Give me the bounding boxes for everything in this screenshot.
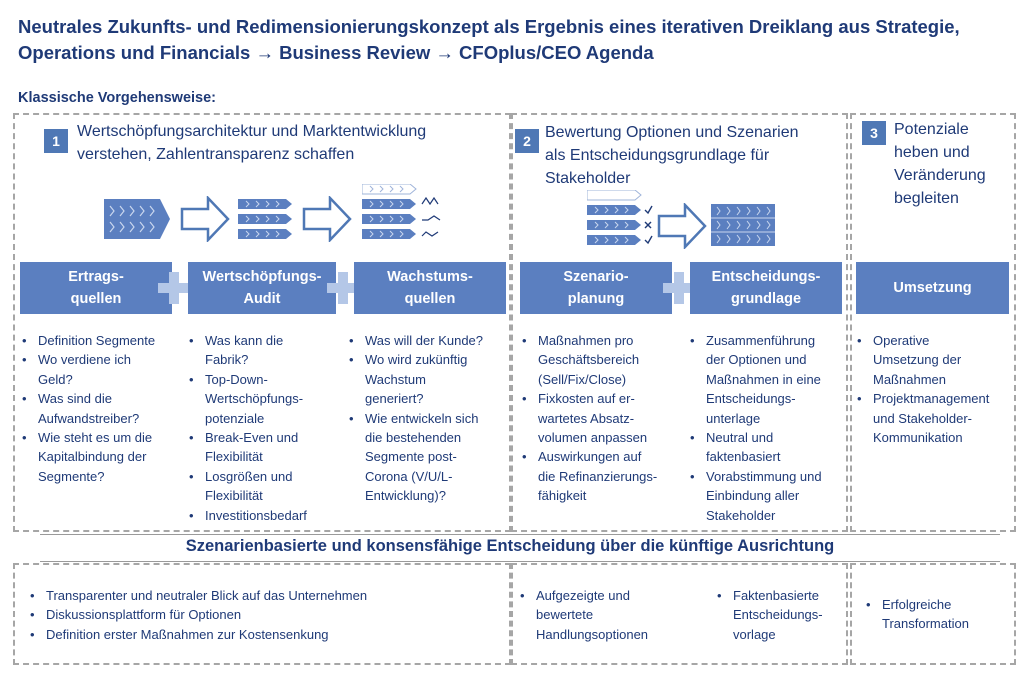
heading-line: begleiten	[894, 190, 959, 207]
outcomes-phase-2b	[717, 586, 847, 644]
list-line: Maßnahmen in eine	[706, 371, 821, 387]
heading-line: verstehen, Zahlentransparenz schaffen	[77, 146, 355, 163]
list-line: • Losgrößen und	[205, 468, 293, 484]
bullets-wertschoepfungs-audit	[189, 331, 339, 525]
list-line: • Erfolgreiche	[882, 597, 952, 612]
list-line: Maßnahmen	[873, 371, 946, 387]
banner-rule-bottom	[40, 561, 1000, 562]
list-line: • Investitionsbedarf	[205, 507, 307, 523]
decision-banner: Szenarienbasierte und konsensfähige Entscheidung über die künftige Ausrichtung	[185, 537, 835, 555]
list-line: bewertete	[536, 607, 594, 623]
outcomes-phase-1	[30, 586, 500, 644]
bullets-ertragsquellen	[22, 331, 182, 486]
list-line: vorlage	[733, 626, 776, 642]
list-item	[189, 370, 339, 428]
block-wertschoepfungs-audit	[188, 262, 336, 314]
list-line: Corona (V/U/L-	[365, 468, 453, 484]
list-item	[30, 625, 500, 644]
list-line: • Wie steht es um die	[38, 430, 153, 446]
list-line: Handlungsoptionen	[536, 626, 649, 642]
list-line: • Was sind die	[38, 391, 112, 407]
heading-line: Bewertung Optionen und Szenarien	[545, 124, 799, 141]
list-line: • Diskussionsplattform für Optionen	[46, 607, 242, 623]
block-line: Entscheidungs-	[711, 269, 821, 285]
list-line: Wachstum	[365, 371, 426, 387]
list-line: der Optionen und	[706, 352, 807, 368]
list-item	[866, 595, 1006, 634]
block-line: Audit	[243, 291, 281, 307]
list-item	[349, 331, 509, 350]
list-line: • Vorabstimmung und	[706, 468, 822, 484]
heading-line: Wertschöpfungsarchitektur und Marktentwicklung	[77, 123, 427, 140]
decision-stack-illustration	[711, 204, 775, 246]
list-item	[189, 506, 339, 525]
list-line: • Definition Segmente	[38, 333, 156, 348]
block-umsetzung	[856, 262, 1009, 314]
title-line-2: Operations und Financials → Business Review → CFOplus/CEO Agenda	[18, 42, 654, 63]
list-line: Kapitalbindung der	[38, 449, 147, 465]
list-line: • Top-Down-	[205, 371, 268, 387]
block-line: Wachstums-	[387, 269, 473, 285]
block-ertragsquellen	[20, 262, 172, 314]
list-line: Geschäftsbereich	[538, 352, 640, 368]
list-line: unterlage	[706, 410, 761, 426]
list-item	[522, 331, 687, 389]
phase-1-heading	[77, 120, 426, 166]
list-line: Stakeholder	[706, 507, 776, 523]
list-item	[189, 467, 339, 506]
list-line: Flexibilität	[205, 488, 263, 504]
list-line: • Definition erster Maßnahmen zur Kostensenkung	[46, 626, 329, 642]
block-entscheidungsgrundlage	[690, 262, 842, 314]
list-item	[857, 389, 1017, 447]
list-line: die bestehenden	[365, 430, 462, 446]
list-item	[690, 428, 848, 467]
list-line: Kommunikation	[873, 430, 963, 446]
list-line: Umsetzung der	[873, 352, 962, 368]
value-chain-illustration-1	[104, 199, 170, 239]
heading-line: Stakeholder	[545, 170, 631, 187]
list-line: • Break-Even und	[205, 430, 299, 446]
heading-line: Potenziale	[894, 121, 969, 138]
bullets-umsetzung	[857, 331, 1017, 447]
block-line: quellen	[70, 291, 122, 307]
heading-line: heben und	[894, 144, 970, 161]
list-item	[189, 428, 339, 467]
outcomes-phase-2a	[520, 586, 680, 644]
list-item	[30, 586, 500, 605]
heading-line: als Entscheidungsgrundlage für	[545, 147, 770, 164]
phase-1-number: 1	[44, 129, 68, 153]
block-line: grundlage	[730, 291, 802, 307]
list-item	[522, 389, 687, 447]
scenario-stack-illustration	[587, 190, 653, 250]
list-line: Aufwandstreiber?	[38, 410, 140, 426]
block-line: Umsetzung	[893, 280, 972, 296]
block-line: quellen	[404, 291, 456, 307]
phase-2-heading	[545, 121, 799, 190]
list-line: Flexibilität	[205, 449, 263, 465]
list-line: Entscheidungs-	[706, 391, 796, 407]
list-line: • Projektmanagement	[873, 391, 990, 407]
list-line: Entscheidungs-	[733, 607, 823, 623]
list-line: • Maßnahmen pro	[538, 333, 634, 348]
title-line-1: Neutrales Zukunfts- und Redimensionierungskonzept als Ergebnis eines iterativen Dreiklang aus Strategie,	[18, 16, 960, 37]
list-line: wartetes Absatz-	[538, 410, 635, 426]
list-line: Entwicklung)?	[365, 488, 446, 504]
list-line: die Refinanzierungs-	[538, 468, 658, 484]
list-line: • Wo verdiene ich	[38, 352, 131, 368]
list-line: potenziale	[205, 410, 265, 426]
list-line: und Stakeholder-	[873, 410, 973, 426]
list-item	[189, 331, 339, 370]
approach-subtitle: Klassische Vorgehensweise:	[18, 90, 216, 106]
list-item	[717, 586, 847, 644]
list-line: • Zusammenführung	[706, 333, 816, 348]
list-line: Wertschöpfungs-	[205, 391, 304, 407]
list-line: Segmente?	[38, 468, 105, 484]
list-line: • Was kann die	[205, 333, 284, 348]
plus-icon	[158, 272, 190, 304]
block-szenarioplanung	[520, 262, 672, 314]
phase-3-number: 3	[862, 121, 886, 145]
list-line: Einbindung aller	[706, 488, 800, 504]
block-line: Szenario-	[563, 269, 629, 285]
list-item	[30, 605, 500, 624]
list-item	[22, 428, 182, 486]
list-line: Transformation	[882, 616, 969, 632]
right-arrow-icon	[180, 196, 230, 242]
right-arrow-icon	[302, 196, 352, 242]
list-item	[520, 586, 680, 644]
list-item	[857, 331, 1017, 389]
block-line: Ertrags-	[68, 269, 124, 285]
slide-title	[18, 14, 1008, 66]
list-item	[690, 331, 848, 428]
list-line: volumen anpassen	[538, 430, 648, 446]
list-line: Segmente post-	[365, 449, 457, 465]
list-line: • Neutral und	[706, 430, 774, 446]
list-line: • Was will der Kunde?	[365, 333, 484, 348]
banner-rule-top	[40, 534, 1000, 535]
list-line: • Wo wird zukünftig	[365, 352, 468, 368]
phase-3-heading	[894, 118, 986, 210]
outcomes-phase-3	[866, 595, 1006, 634]
list-line: • Aufgezeigte und	[536, 588, 630, 603]
bullets-wachstumsquellen	[349, 331, 509, 506]
list-line: (Sell/Fix/Close)	[538, 371, 627, 387]
list-line: Geld?	[38, 371, 73, 387]
list-item	[349, 409, 509, 506]
list-item	[22, 350, 182, 389]
list-line: fähigkeit	[538, 488, 587, 504]
bullets-szenarioplanung	[522, 331, 687, 506]
list-item	[349, 350, 509, 408]
list-line: • Transparenter und neutraler Blick auf das Unternehmen	[46, 588, 368, 603]
bullets-entscheidungsgrundlage	[690, 331, 848, 525]
list-item	[522, 447, 687, 505]
list-line: Fabrik?	[205, 352, 249, 368]
list-line: • Auswirkungen auf	[538, 449, 642, 465]
heading-line: Veränderung	[894, 167, 986, 184]
list-line: • Operative	[873, 333, 930, 348]
block-wachstumsquellen	[354, 262, 506, 314]
right-arrow-icon	[657, 203, 707, 249]
value-chain-illustration-3	[362, 184, 446, 244]
list-line: generiert?	[365, 391, 424, 407]
list-line: faktenbasiert	[706, 449, 781, 465]
list-item	[22, 389, 182, 428]
list-line: • Fixkosten auf er-	[538, 391, 635, 407]
list-line: • Wie entwickeln sich	[365, 410, 479, 426]
block-line: planung	[567, 291, 625, 307]
list-line: • Faktenbasierte	[733, 588, 819, 603]
list-item	[690, 467, 848, 525]
phase-2-number: 2	[515, 129, 539, 153]
value-chain-illustration-2	[238, 199, 294, 241]
block-line: Wertschöpfungs-	[202, 269, 322, 285]
list-item	[22, 331, 182, 350]
